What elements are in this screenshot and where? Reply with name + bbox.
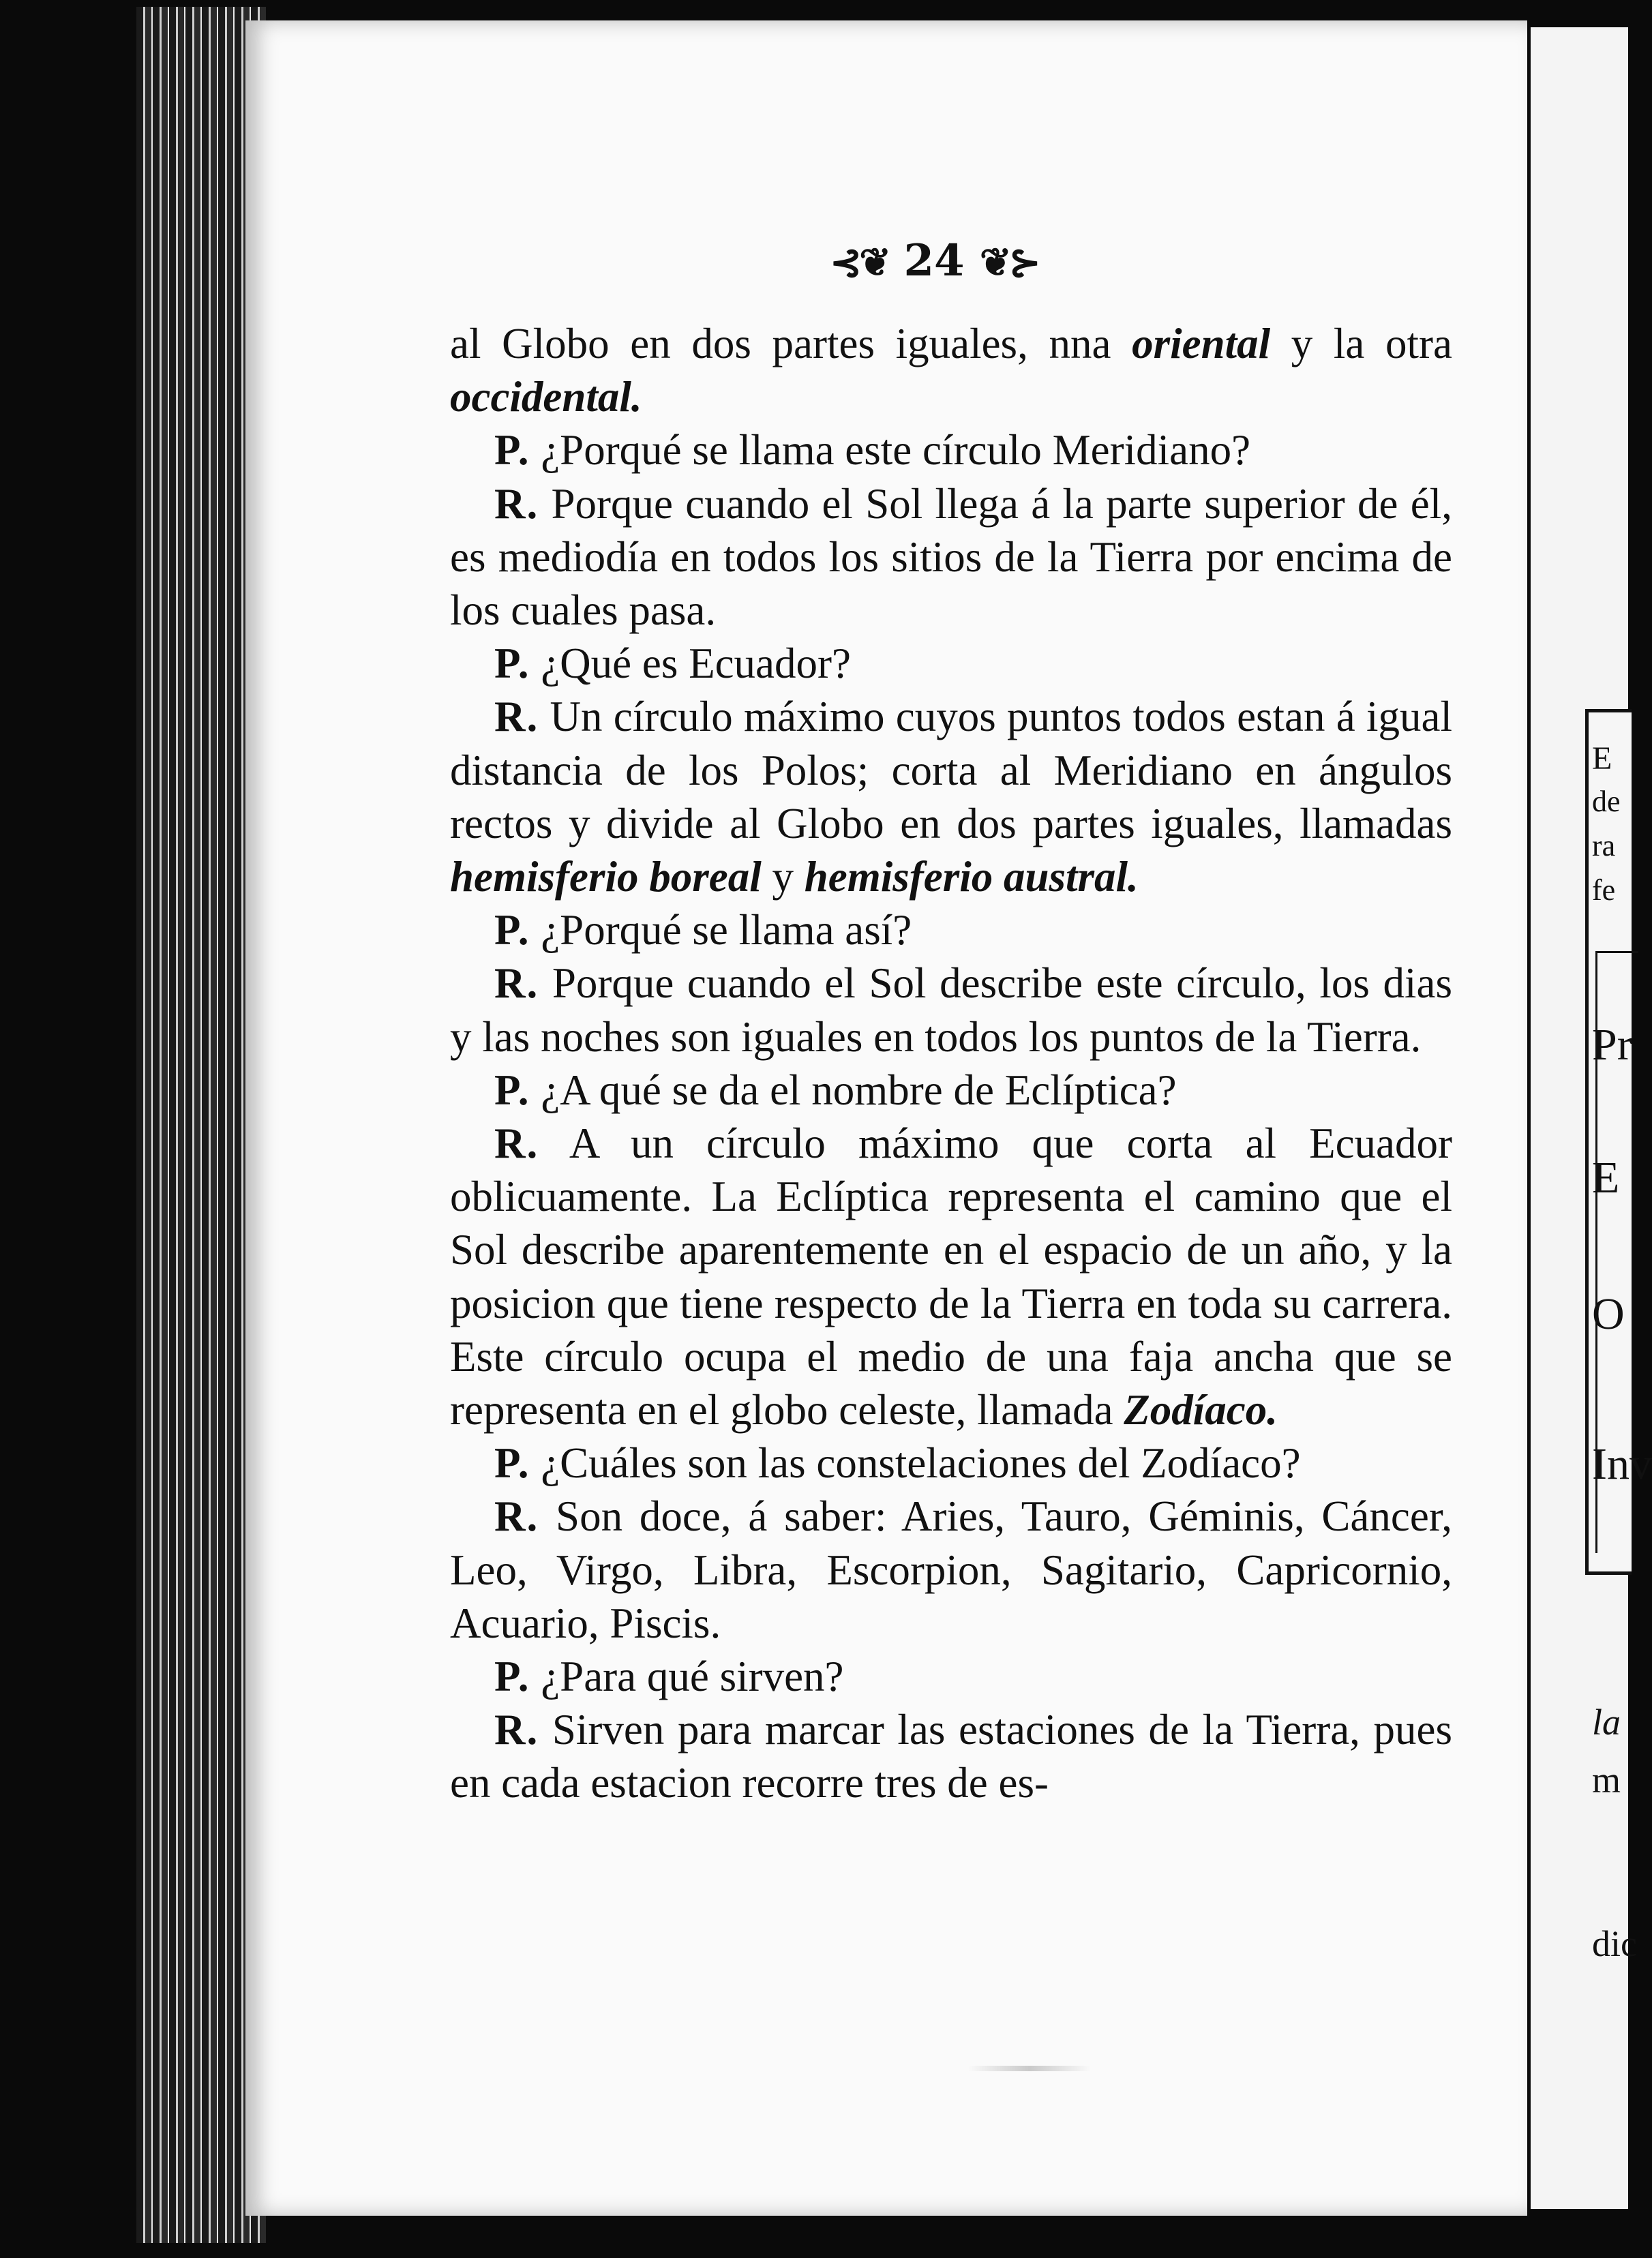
ornament-left-icon: ⊰❦ bbox=[830, 240, 889, 285]
text-run: Son doce, á saber: Aries, Tauro, Géminis, Cáncer, Leo, Virgo, Libra, Escorpion, Sagitario, Capricornio, Acuario, Piscis. bbox=[450, 1492, 1452, 1647]
question-paragraph bbox=[450, 1436, 1452, 1490]
answer-label: R. bbox=[494, 1706, 539, 1754]
italic-term: Zodíaco. bbox=[1124, 1386, 1278, 1434]
adjacent-fragment: Inv bbox=[1592, 1439, 1652, 1489]
question-label: P. bbox=[494, 906, 530, 954]
ornament-right-icon: ❦⊱ bbox=[979, 240, 1038, 285]
answer-paragraph bbox=[450, 1703, 1452, 1809]
answer-label: R. bbox=[494, 693, 539, 741]
answer-paragraph bbox=[450, 1117, 1452, 1436]
italic-term: hemisferio austral. bbox=[804, 853, 1139, 901]
answer-label: R. bbox=[494, 1119, 539, 1168]
italic-term: hemisferio boreal bbox=[450, 853, 762, 901]
text-run: ¿Cuáles son las constelaciones del Zodíaco? bbox=[530, 1439, 1301, 1488]
answer-label: R. bbox=[494, 959, 539, 1008]
italic-term: occidental. bbox=[450, 373, 642, 421]
text-run: A un círculo máximo que corta al Ecuador oblicuamente. La Eclíptica representa el camino que el Sol describe aparentemente en el espacio de un año, y la posicion que tiene respecto de la Tierra en toda su carrera. Este círculo ocupa el medio de una faja ancha que se representa en el globo celeste, llamada bbox=[450, 1119, 1452, 1434]
text-run: ¿Porqué se llama así? bbox=[530, 906, 912, 954]
italic-term: oriental bbox=[1132, 320, 1271, 367]
page-number-header bbox=[811, 235, 1057, 286]
answer-paragraph bbox=[450, 477, 1452, 637]
adjacent-fragment: E bbox=[1592, 740, 1612, 777]
adjacent-fragment: O bbox=[1592, 1289, 1625, 1339]
page-body-text bbox=[450, 317, 1452, 1810]
question-paragraph bbox=[450, 423, 1452, 477]
text-run: y la otra bbox=[1270, 320, 1452, 367]
adjacent-fragment: fe bbox=[1592, 873, 1616, 907]
text-run: ¿Qué es Ecuador? bbox=[530, 639, 851, 688]
adjacent-fragment: dic bbox=[1592, 1923, 1637, 1964]
question-paragraph bbox=[450, 1064, 1452, 1117]
answer-label: R. bbox=[494, 479, 539, 528]
text-run: Un círculo máximo cuyos puntos todos estan á igual distancia de los Polos; corta al Meridiano en ángulos rectos y divide al Globo en dos partes iguales, llamadas bbox=[450, 693, 1452, 847]
text-run: y bbox=[761, 853, 805, 901]
question-label: P. bbox=[494, 1066, 530, 1114]
question-label: P. bbox=[494, 1439, 530, 1488]
answer-label: R. bbox=[494, 1492, 539, 1541]
question-paragraph bbox=[450, 637, 1452, 690]
text-run: ¿A qué se da el nombre de Eclíptica? bbox=[530, 1066, 1177, 1114]
text-run: Sirven para marcar las estaciones de la Tierra, pues en cada estacion recorre tres de es- bbox=[450, 1706, 1452, 1807]
question-paragraph bbox=[450, 1650, 1452, 1703]
adjacent-fragment: ra bbox=[1592, 829, 1616, 862]
question-label: P. bbox=[494, 639, 530, 688]
question-label: P. bbox=[494, 1653, 530, 1701]
text-run: al Globo en dos partes iguales, nna bbox=[450, 320, 1132, 367]
text-run: Porque cuando el Sol llega á la parte superior de él, es mediodía en todos los sitios de la Tierra por encima de los cuales pasa. bbox=[450, 479, 1452, 635]
adjacent-fragment: la bbox=[1592, 1702, 1621, 1743]
adjacent-fragment: de bbox=[1592, 785, 1621, 818]
answer-paragraph bbox=[450, 1490, 1452, 1650]
question-label: P. bbox=[494, 426, 530, 475]
text-run: ¿Porqué se llama este círculo Meridiano? bbox=[530, 426, 1251, 475]
answer-paragraph bbox=[450, 957, 1452, 1063]
adjacent-fragment: Pr bbox=[1592, 1020, 1632, 1070]
adjacent-fragment: m bbox=[1592, 1760, 1621, 1801]
answer-paragraph bbox=[450, 690, 1452, 903]
continuation-paragraph bbox=[450, 317, 1452, 423]
page-number: 24 bbox=[903, 235, 965, 286]
question-paragraph bbox=[450, 903, 1452, 957]
adjacent-fragment: E bbox=[1592, 1153, 1620, 1203]
text-run: Porque cuando el Sol describe este círculo, los dias y las noches son iguales en todos los puntos de la Tierra. bbox=[450, 959, 1452, 1061]
text-run: ¿Para qué sirven? bbox=[530, 1653, 844, 1701]
ink-smudge bbox=[968, 2066, 1091, 2071]
